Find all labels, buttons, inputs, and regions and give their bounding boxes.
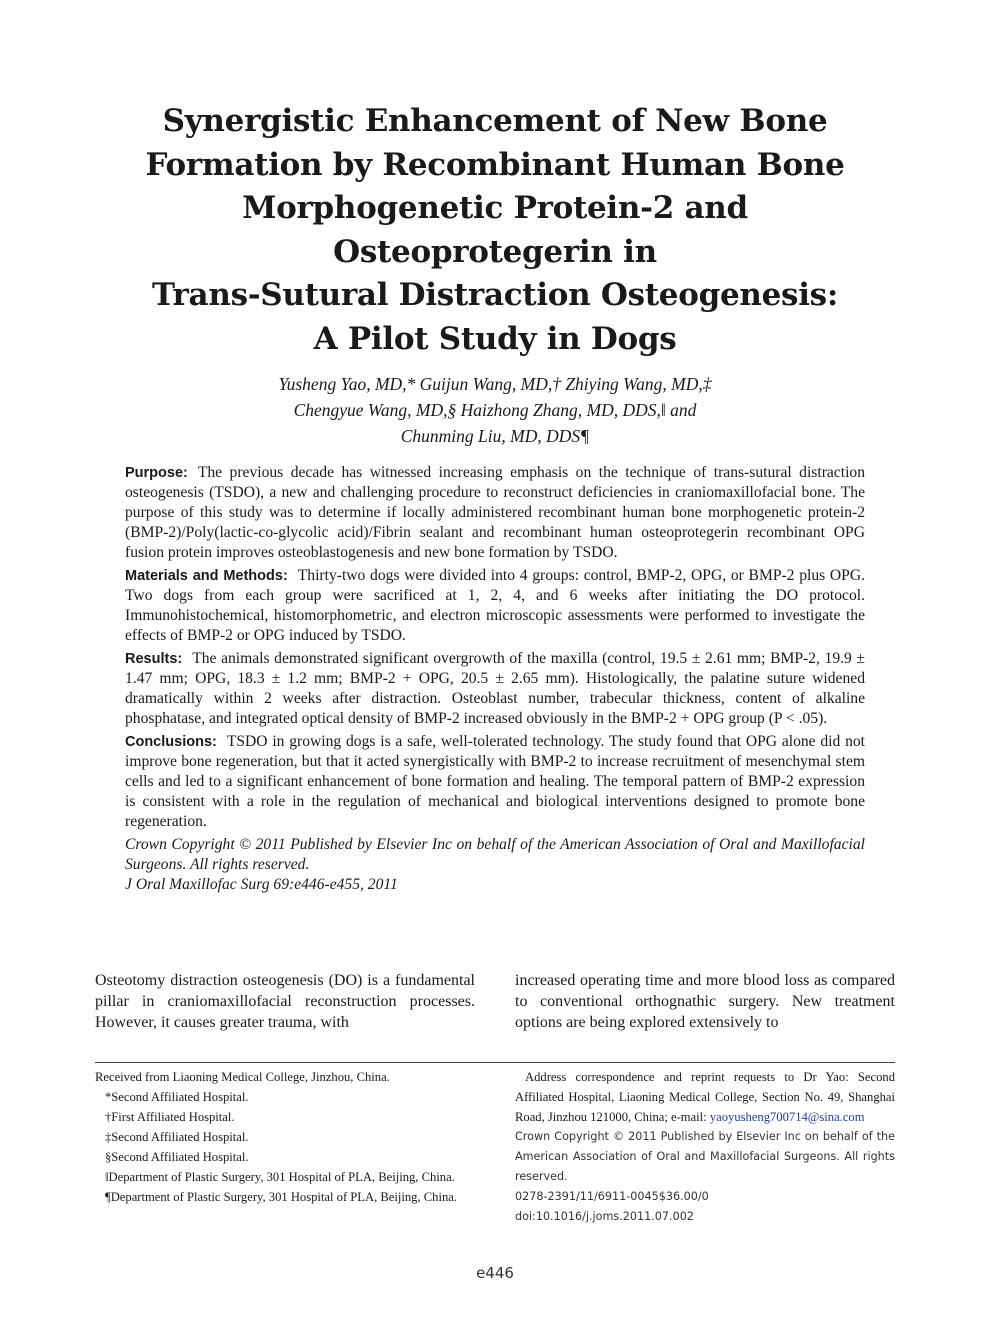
methods-text: Thirty-two dogs were divided into 4 groups: control, BMP-2, OPG, or BMP-2 plus OPG. Two dogs from each group were sacrificed at 1, 2, 4, and 6 weeks after initiating the DO protocol. Immunohistochemical, histomorphometric, and electron microscopic assessments were performed to investigate the effects of BMP-2 or OPG induced by TSDO. xyxy=(125,567,865,644)
correspondence-address xyxy=(515,1067,895,1127)
abstract-conclusions xyxy=(125,732,865,832)
address-text: Address correspondence and reprint requests to Dr Yao: Second Affiliated Hospital, Liaoning Medical College, Section No. 49, Shanghai Road, Jinzhou 121000, China; e-mail: xyxy=(515,1070,895,1124)
purpose-label: Purpose: xyxy=(125,465,188,481)
conclusions-label: Conclusions: xyxy=(125,734,217,750)
footnote-divider xyxy=(95,1062,895,1063)
footnote-line: ‖Department of Plastic Surgery, 301 Hospital of PLA, Beijing, China. xyxy=(105,1170,455,1184)
title-line: Osteoprotegerin in xyxy=(333,233,657,270)
affiliation-footnotes xyxy=(95,1067,475,1207)
email-link[interactable]: yaoyusheng700714@sina.com xyxy=(709,1110,865,1124)
abstract-results xyxy=(125,649,865,729)
journal-citation: J Oral Maxillofac Surg 69:e446-e455, 2011 xyxy=(125,876,398,893)
footnote-line: Received from Liaoning Medical College, Jinzhou, China. xyxy=(95,1070,390,1084)
body-text-right: increased operating time and more blood loss as compared to conventional orthognathic surgery. New treatment options are being explored extensively to xyxy=(515,972,895,1032)
doi: doi:10.1016/j.joms.2011.07.002 xyxy=(515,1210,694,1223)
title-line: Synergistic Enhancement of New Bone xyxy=(162,103,828,139)
conclusions-text: TSDO in growing dogs is a safe, well-tolerated technology. The study found that OPG alone did not improve bone regeneration, but that it acted synergistically with BMP-2 to increase recruitment of mesenchymal stem cells and led to a significant enhancement of bone formation and healing. The temporal pattern of BMP-2 expression is consistent with a role in the regulation of mechanical and biological interventions designed to promote bone regeneration. xyxy=(125,733,865,830)
body-text-left: Osteotomy distraction osteogenesis (DO) is a fundamental pillar in craniomaxillofacial reconstruction processes. However, it causes greater trauma, with xyxy=(95,972,475,1032)
title-line: Formation by Recombinant Human Bone xyxy=(145,146,845,183)
author-line: Chengyue Wang, MD,§ Haizhong Zhang, MD, DDS,‖ and xyxy=(293,400,697,420)
issn: 0278-2391/11/6911-0045$36.00/0 xyxy=(515,1190,709,1203)
title-line: A Pilot Study in Dogs xyxy=(313,320,677,357)
results-label: Results: xyxy=(125,651,183,667)
footnote-line: *Second Affiliated Hospital. xyxy=(105,1090,249,1104)
author-list xyxy=(95,371,895,449)
footnote-line: §Second Affiliated Hospital. xyxy=(105,1150,249,1164)
page-number: e446 xyxy=(476,1264,514,1282)
author-line: Chunming Liu, MD, DDS¶ xyxy=(400,426,590,446)
correspondence-footnotes xyxy=(515,1067,895,1227)
footnote-copyright: Crown Copyright © 2011 Published by Elsevier Inc on behalf of the American Association of Oral and Maxillofacial Surgeons. All rights reserved. xyxy=(515,1130,895,1183)
abstract xyxy=(125,463,865,895)
title-line: Morphogenetic Protein-2 and xyxy=(242,190,748,226)
purpose-text: The previous decade has witnessed increasing emphasis on the technique of trans-sutural distraction osteogenesis (TSDO), a new and challenging procedure to reconstruct deficiencies in craniomaxillofacial bone. The purpose of this study was to determine if locally administered recombinant human bone morphogenetic protein-2 (BMP-2)/Poly(lactic-co-glycolic acid)/Fibrin sealant and recombinant human osteoprotegerin recombinant OPG fusion protein improves osteoblastogenesis and new bone formation by TSDO. xyxy=(125,464,865,561)
abstract-purpose xyxy=(125,463,865,563)
results-text: The animals demonstrated significant overgrowth of the maxilla (control, 19.5 ± 2.61 mm; BMP-2, 19.9 ± 1.47 mm; OPG, 18.3 ± 1.2 mm; BMP-2 + OPG, 20.5 ± 2.65 mm). Histologically, the palatine suture widened dramatically within 2 weeks after distraction. Osteoblast number, trabecular thickness, content of alkaline phosphatase, and integrated optical density of BMP-2 increased obviously in the BMP-2 + OPG group (P < .05). xyxy=(125,650,865,727)
abstract-copyright: Crown Copyright © 2011 Published by Elsevier Inc on behalf of the American Association of Oral and Maxillofacial Surgeons. All rights reserved. xyxy=(125,836,865,873)
abstract-methods xyxy=(125,566,865,646)
article-title xyxy=(95,100,895,361)
methods-label: Materials and Methods: xyxy=(125,568,288,584)
footnote-line: ¶Department of Plastic Surgery, 301 Hospital of PLA, Beijing, China. xyxy=(105,1190,457,1204)
footnote-line: ‡Second Affiliated Hospital. xyxy=(105,1130,249,1144)
author-line: Yusheng Yao, MD,* Guijun Wang, MD,† Zhiying Wang, MD,‡ xyxy=(278,374,712,394)
title-line: Trans-Sutural Distraction Osteogenesis: xyxy=(152,277,838,313)
footnote-line: †First Affiliated Hospital. xyxy=(105,1110,235,1124)
